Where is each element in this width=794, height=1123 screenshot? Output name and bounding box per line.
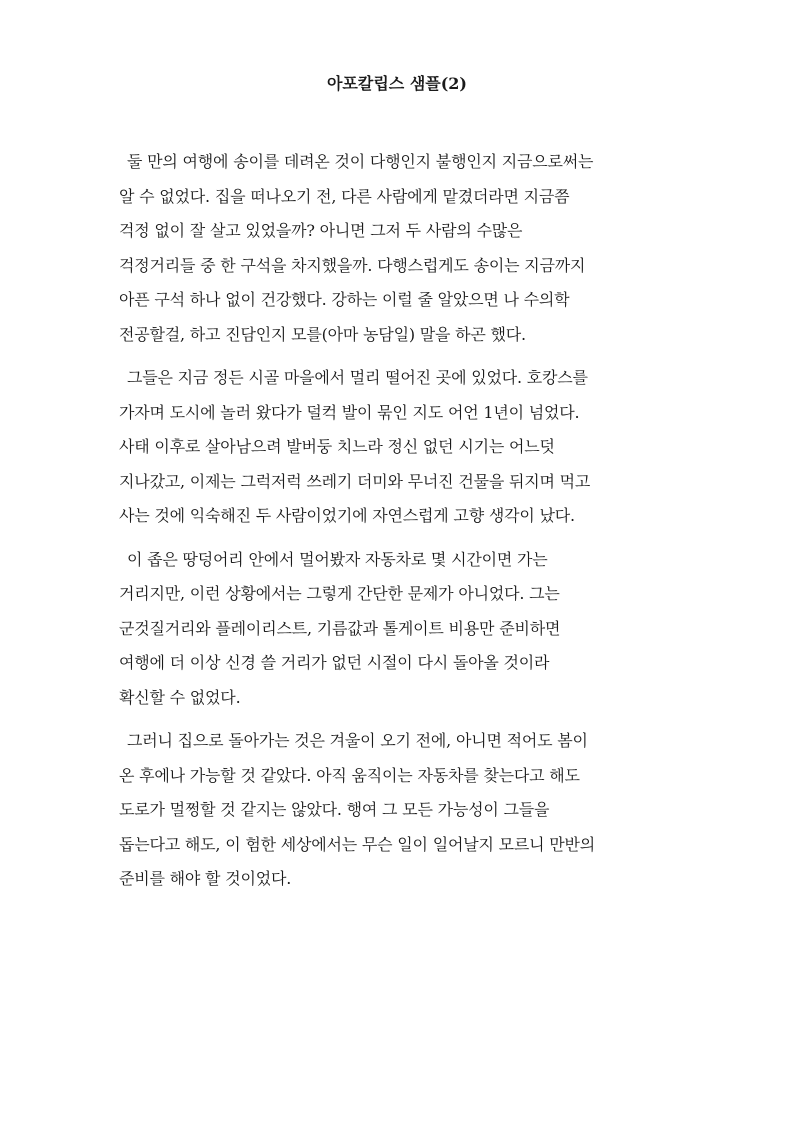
- text-line: 확신할 수 없었다.: [119, 687, 241, 707]
- text-line: 아픈 구석 하나 없이 건강했다. 강하는 이럴 줄 알았으면 나 수의학: [119, 290, 570, 309]
- text-line: 그러니 집으로 돌아가는 것은 겨울이 오기 전에, 아니면 적어도 봄이: [127, 731, 588, 750]
- text-line: 둘 만의 여행에 송이를 데려온 것이 다행인지 불행인지 지금으로써는: [127, 152, 594, 171]
- text-line: 전공할걸, 하고 진담인지 모를(아마 농담일) 말을 하곤 했다.: [119, 324, 526, 344]
- text-line: 돕는다고 해도, 이 험한 세상에서는 무슨 일이 일어날지 모르니 만반의: [119, 834, 596, 854]
- text-line: 사는 것에 익숙해진 두 사람이었기에 자연스럽게 고향 생각이 났다.: [119, 506, 575, 525]
- text-line: 준비를 해야 할 것이었다.: [119, 869, 292, 888]
- paragraph: [119, 361, 699, 534]
- text-line: 걱정 없이 잘 살고 있었을까? 아니면 그저 두 사람의 수많은: [119, 221, 523, 240]
- document-body: [119, 145, 699, 906]
- text-line: 그들은 지금 정든 시골 마을에서 멀리 떨어진 곳에 있었다. 호캉스를: [127, 368, 588, 387]
- text-line: 여행에 더 이상 신경 쓸 거리가 없던 시절이 다시 돌아올 것이라: [119, 653, 550, 672]
- text-line: 도로가 멀쩡할 것 같지는 않았다. 행여 그 모든 가능성이 그들을: [119, 800, 550, 819]
- text-line: 이 좁은 땅덩어리 안에서 멀어봤자 자동차로 몇 시간이면 가는: [127, 549, 548, 569]
- text-line: 알 수 없었다. 집을 떠나오기 전, 다른 사람에게 맡겼더라면 지금쯤: [119, 186, 570, 206]
- paragraph: [119, 724, 699, 897]
- text-line: 군것질거리와 플레이리스트, 기름값과 톨게이트 비용만 준비하면: [119, 618, 561, 638]
- text-line: 가자며 도시에 놀러 왔다가 덜컥 발이 묶인 지도 어언 1년이 넘었다.: [119, 402, 580, 422]
- paragraph: [119, 543, 699, 716]
- text-line: 걱정거리들 중 한 구석을 차지했을까. 다행스럽게도 송이는 지금까지: [119, 255, 586, 275]
- text-line: 온 후에나 가능할 것 같았다. 아직 움직이는 자동차를 찾는다고 해도: [119, 765, 580, 785]
- document-title: 아포칼립스 샘플(2): [326, 74, 468, 93]
- text-line: 사태 이후로 살아남으려 발버둥 치느라 정신 없던 시기는 어느덧: [119, 437, 555, 456]
- text-line: 지나갔고, 이제는 그럭저럭 쓰레기 더미와 무너진 건물을 뒤지며 먹고: [119, 471, 591, 491]
- text-line: 거리지만, 이런 상황에서는 그렇게 간단한 문제가 아니었다. 그는: [119, 584, 560, 603]
- paragraph: [119, 145, 699, 352]
